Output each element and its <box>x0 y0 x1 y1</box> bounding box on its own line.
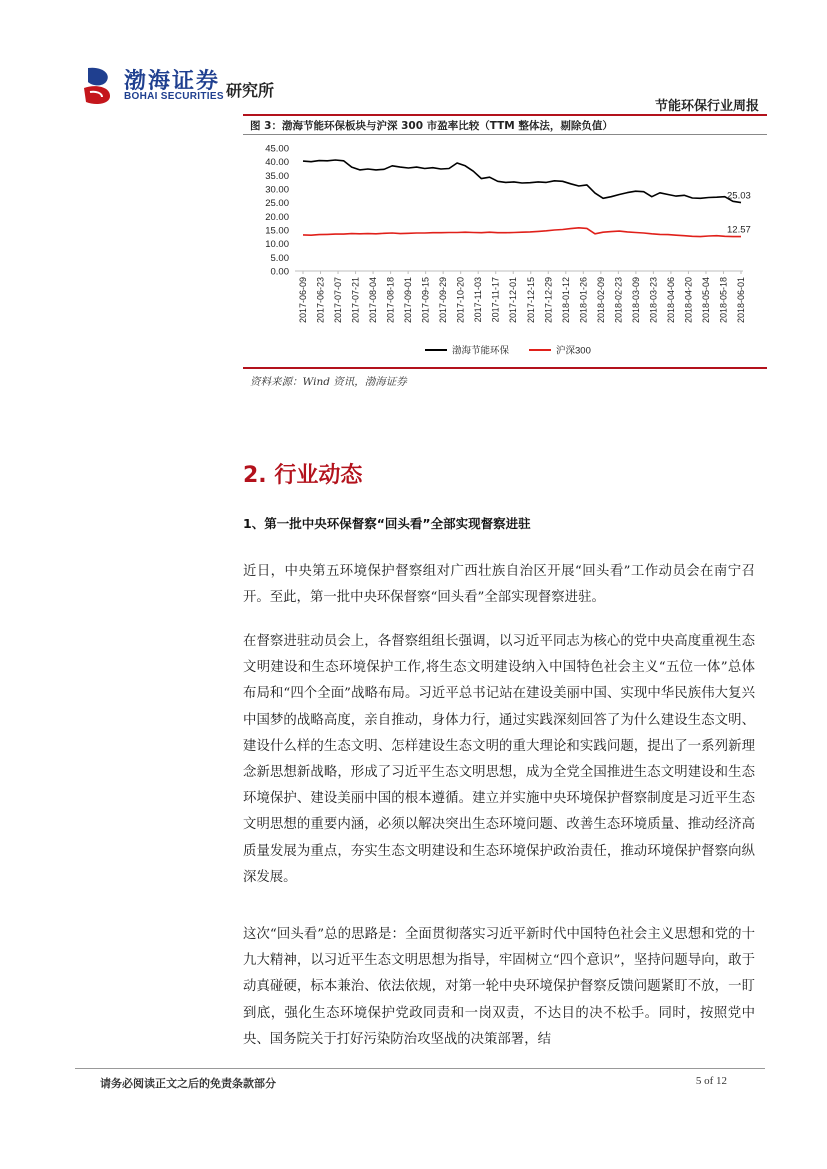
y-tick-label: 0.00 <box>270 266 289 278</box>
y-tick-label: 15.00 <box>265 225 289 237</box>
y-tick-label: 40.00 <box>265 157 289 169</box>
chart-series <box>303 160 751 237</box>
y-tick-label: 35.00 <box>265 170 289 182</box>
x-tick-label: 2018-03-09 <box>630 277 641 324</box>
x-tick-label: 2017-06-09 <box>298 277 308 324</box>
y-tick-label: 10.00 <box>265 239 289 251</box>
paragraph: 这次“回头看”总的思路是：全面贯彻落实习近平新时代中国特色社会主义思想和党的十九大精神，以习近平生态文明思想为指导，牢固树立“四个意识”，坚持问题导向，敢于动真碰硬，标本兼治、依法依规，对第一轮中央环境保护督察反馈问题紧盯不放，一盯到底，强化生态环境保护党政同责和一岗双责，不达目的决不松手。同时，按照党中央、国务院关于打好污染防治攻坚战的决策部署，结 <box>243 927 755 1047</box>
x-tick-label: 2017-09-29 <box>438 277 449 324</box>
figure-bottom-rule <box>243 367 767 369</box>
x-tick-label: 2017-09-15 <box>420 277 431 324</box>
x-tick-label: 2018-01-12 <box>560 277 571 324</box>
x-tick-label: 2017-12-15 <box>525 277 536 324</box>
x-tick-label: 2018-03-23 <box>648 277 659 324</box>
legend-label: 沪深300 <box>556 345 591 357</box>
footer-disclaimer: 请务必阅读正文之后的免责条款部分 <box>100 1077 276 1090</box>
report-type: 节能环保行业周报 <box>654 99 759 114</box>
x-tick-label: 2017-06-23 <box>315 277 326 324</box>
news-headline: 1、第一批中央环保督察“回头看”全部实现督察进驻 <box>243 516 531 531</box>
series-line <box>303 228 741 237</box>
paragraph: 在督察进驻动员会上，各督察组组长强调，以习近平同志为核心的党中央高度重视生态文明建设和生态环境保护工作,将生态文明建设纳入中国特色社会主义“五位一体”总体布局和“四个全面”战略布局。习近平总书记站在建设美丽中国、实现中华民族伟大复兴中国梦的战略高度，亲自推动，身体力行，通过实践深刻回答了为什么建设生态文明、建设什么样的生态文明、怎样建设生态文明的重大理论和实践问题，提出了一系列新理念新思想新战略，形成了习近平生态文明思想，成为全党全国推进生态文明建设和生态环境保护、建设美丽中国的根本遵循。建立并实施中央环境保护督察制度是习近平生态文明思想的重要内涵，必须以解决突出生态环境问题、改善生态环境质量、推动经济高质量发展为重点，夯实生态文明建设和生态环境保护政治责任，推动环境保护督察向纵深发展。 <box>243 634 755 885</box>
y-tick-label: 20.00 <box>265 211 289 223</box>
footer-rule <box>75 1068 765 1069</box>
y-tick-label: 25.00 <box>265 198 289 210</box>
figure-title-rule <box>243 134 767 135</box>
legend-label: 渤海节能环保 <box>452 345 510 357</box>
page-number: 5 of 12 <box>695 1075 727 1087</box>
figure-title: 图 3：渤海节能环保板块与沪深 300 市盈率比较（TTM 整体法，剔除负值） <box>250 120 613 132</box>
x-tick-label: 2017-07-21 <box>350 277 361 324</box>
x-tick-label: 2018-05-18 <box>718 276 729 324</box>
x-tick-label: 2018-04-20 <box>683 277 694 324</box>
x-tick-label: 2017-09-01 <box>403 277 414 324</box>
pe-comparison-chart <box>243 138 767 366</box>
company-name-en: BOHAI SECURITIES <box>124 91 224 102</box>
bohai-logo-icon <box>80 66 116 106</box>
x-tick-label: 2017-08-18 <box>385 277 396 324</box>
header-rule <box>243 114 767 116</box>
figure-source: 资料来源：Wind 资讯，渤海证券 <box>250 376 407 388</box>
x-tick-label: 2017-07-07 <box>333 277 344 324</box>
x-tick-label: 2018-06-01 <box>736 277 746 324</box>
y-tick-label: 5.00 <box>270 252 289 264</box>
data-label: 25.03 <box>727 190 751 202</box>
chart-x-axis <box>295 271 746 323</box>
institute-label: 研究所 <box>226 81 275 100</box>
chart-legend <box>425 345 591 357</box>
company-name-cn: 渤海证券 <box>124 69 221 94</box>
y-tick-label: 30.00 <box>265 184 289 196</box>
x-tick-label: 2018-01-26 <box>578 277 589 324</box>
x-tick-label: 2017-11-17 <box>490 277 501 323</box>
x-tick-label: 2017-12-01 <box>508 277 519 324</box>
x-tick-label: 2017-12-29 <box>543 277 554 324</box>
section-title: 2. 行业动态 <box>243 463 363 488</box>
x-tick-label: 2018-02-09 <box>595 277 606 324</box>
x-tick-label: 2018-05-04 <box>700 276 711 324</box>
x-tick-label: 2018-04-06 <box>665 277 676 324</box>
x-tick-label: 2017-10-20 <box>455 277 466 324</box>
x-tick-label: 2017-11-03 <box>473 277 484 323</box>
data-label: 12.57 <box>727 224 751 236</box>
paragraph: 近日，中央第五环境保护督察组对广西壮族自治区开展“回头看”工作动员会在南宁召开。至此，第一批中央环保督察“回头看”全部实现督察进驻。 <box>243 564 755 606</box>
series-line <box>303 160 741 203</box>
x-tick-label: 2018-02-23 <box>613 277 624 324</box>
y-tick-label: 45.00 <box>265 143 289 155</box>
chart-y-axis <box>265 144 289 278</box>
x-tick-label: 2017-08-04 <box>368 277 379 324</box>
